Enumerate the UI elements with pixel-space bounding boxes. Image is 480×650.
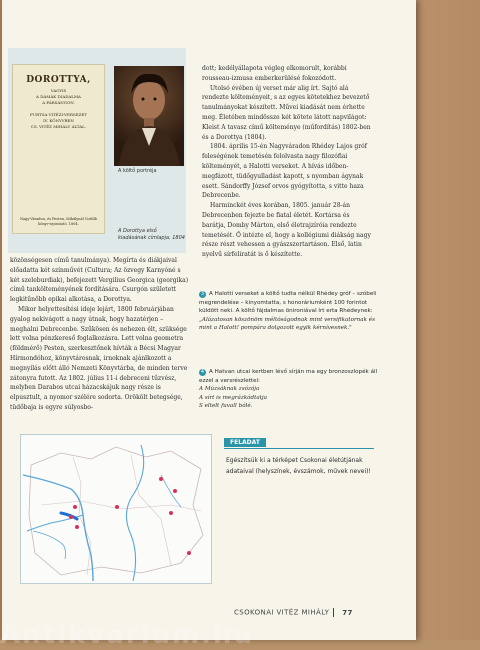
task-label: FELADAT (224, 438, 266, 447)
tisza-river (126, 445, 143, 581)
book-page (2, 0, 416, 640)
footer-author: CSOKONAI VITÉZ MIHÁLY (234, 608, 330, 617)
cover-title: DOROTTYA, (26, 75, 91, 85)
cover-line: A FÁRSÁNGON. (42, 100, 75, 105)
verse-line: A Múzsáknak zsózója (199, 386, 260, 393)
note-number: 3 (200, 291, 205, 297)
page-footer (234, 608, 353, 617)
note-number: 4 (200, 369, 205, 375)
page-number: 77 (342, 608, 353, 617)
left-column-text (10, 256, 192, 413)
portrait-caption: A költő portréja (118, 168, 157, 174)
cover-caption: A Dorottya első kiadásának címlapja, 1804 (118, 228, 185, 241)
paragraph: Utolsó évében új verset már alig írt. Sajtó alá rendezte költeményeit, s az egyes kötetekhez bevezető tanulmányokat készített. Művei kiadását nem érhette meg. Életében mindössze két kötete látott napvilágot: Kleist A tavasz című költeménye (műfordítás) 1802-ben és a Dorottya (1804). (202, 84, 371, 141)
cover-line: A DÁMÁK DIADALMA (36, 94, 81, 99)
right-column-text (202, 64, 374, 260)
footer-divider (333, 608, 334, 617)
cover-line: VAGYIS (50, 88, 67, 93)
task-divider (224, 448, 374, 449)
paragraph: közönségesen című tanulmánya). Megírta és diákjaival előadatta két színművét (Cultura; Az özvegy Karnyóné s két szeleburdiak), befejezett Vergilius Georgica (georgika) című tankölteményének fordítására. Csurgón született legkitűnőbb epikai alkotása, a Dorottya. (10, 257, 189, 304)
paragraph: dott; kedélyállapota végleg elkomorult, korábbi rousseau-izmusa emberkerülésé fokozódott. (202, 65, 347, 82)
paragraph: Harminckét éves korában, 1805. január 28-án Debrecenben fejezte be fiatal életét. Kortársa és barátja, Domby Márton, első életrajzíróia rendezte temetését. Ő intézte el, hogy a kollégiumi diákság nagy része részt vehessen a gyászszertartáson. Első, latin nyelvű sírfeliratát is ő készítette. (202, 202, 371, 259)
note-3 (199, 290, 379, 333)
cover-line: IV. KÖNYVBEN (43, 118, 74, 123)
dorottya-cover-image (12, 64, 105, 234)
task-text: Egészítsük ki a térképet Csokonai életútjának adataival (helyszínek, évszámok, művek nevei)! (226, 457, 371, 475)
cover-line: FURTSA VITÉZI-VERSEZET (30, 112, 87, 117)
note-text: A Hatvan utcai kertben lévő sírján ma egy bronzoszlopék áll ezzel a versrészlettel: (199, 369, 378, 384)
verse-line: S eltelt fuvall bólé. (199, 403, 253, 410)
note-4 (199, 368, 379, 411)
cover-imprint: Nagy-Váradon, és Pesten, Mihálynál Gottlib kőnyv-nyomtató. 1804. (19, 217, 98, 226)
note-quote: „Alázatosan köszönöm méltóságodnak mint versifikatornak és mint a Halott! pompára dolgozott egyik kérnívesnek." (199, 316, 375, 332)
verse-line: A sírt is megrázkódtatja (199, 394, 268, 401)
poet-portrait-image (114, 66, 184, 166)
cover-line: CS. VITÉZ MIHÁLY ÁLTAL. (30, 124, 87, 129)
map-icon (21, 435, 211, 583)
danube-river (23, 475, 93, 581)
portrait-icon (114, 66, 184, 166)
life-path-map (20, 434, 212, 584)
watermark-text: Antikvárium.hu (0, 620, 254, 650)
note-text: A Halotti verseket a költő tudta nélkül Rhédey gróf – szóbeli megrendelése – kinyomtatta, s honoráriumként 100 forintot küldött neki. A költő fájdalmas önironiával írt erta Rhédeynek: (199, 291, 377, 315)
paragraph: 1804. április 15-én Nagyváradon Rhédey Lajos gróf feleségének temetésén felolvasta nagy filozófiai költeményét, a Halotti verseket. A hívás időben-megfázott, tüdőgyulladást kapott, s nyomban ágynak esett. Sándorffy József orvos gyógyította, s vitte haza Debrecenbe. (202, 143, 367, 200)
paragraph: Mikor helyettesítési ideje lejárt, 1800 februárjában gyalog nekivágott a nagy útnak, hogy hazatérjen – meghalni Debrecenbe. Szűkösen és nehezen élt, szüksége lett volna pénzkereső foglalkozásra. Lett volna geometra (földmérő) Pesten, szerkesztőnek hívták a Bécsi Magyar Hírmondóhoz, könyvtárosnak, irnoknak ajánlkozott a megnyílás előtt álló Nemzeti Könyvtárba, de minden terve zátonyra futott. Az 1802. július 11-i debreceni tűzvész, melyben Darabos utcai házacskájuk nagy része is elpusztult, a nyomor szélére sodorta. Orökölt betegsége, tüdőbaja is egyre súlyosbo- (10, 305, 188, 411)
